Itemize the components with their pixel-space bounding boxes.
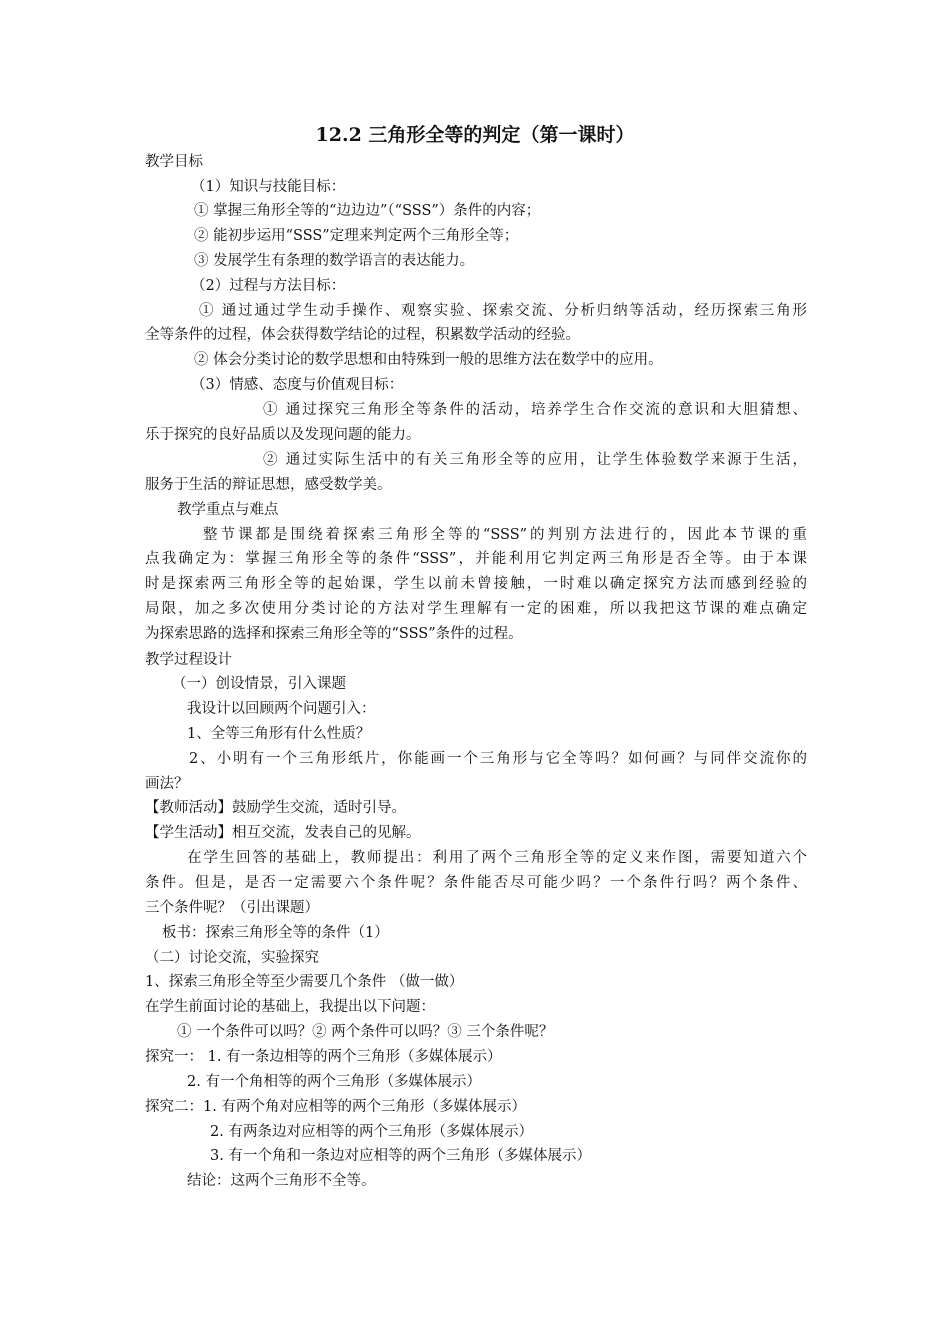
subsection-heading: （二）讨论交流，实验探究 — [145, 950, 319, 966]
text-line: 三个条件呢？（引出课题） — [145, 900, 319, 916]
text-line: 画法？ — [145, 776, 189, 792]
text-line: ③ 发展学生有条理的数学语言的表达能力。 — [194, 253, 475, 269]
text-line: 2. 有两条边对应相等的两个三角形（多媒体展示） — [210, 1124, 533, 1140]
section-heading: 教学过程设计 — [145, 652, 232, 668]
text-line: ① 一个条件可以吗？② 两个条件可以吗？③ 三个条件呢？ — [177, 1024, 554, 1040]
subsection-heading: （一）创设情景，引入课题 — [172, 676, 346, 692]
text-line: 探究一： 1. 有一条边相等的两个三角形（多媒体展示） — [145, 1049, 502, 1065]
text-line: 条件。但是，是否一定需要六个条件呢？条件能否尽可能少吗？一个条件行吗？两个条件、 — [145, 875, 807, 891]
text-line: ② 体会分类讨论的数学思想和由特殊到一般的思维方法在数学中的应用。 — [194, 352, 663, 368]
text-line: 我设计以回顾两个问题引入： — [187, 701, 376, 717]
text-line: ① 掌握三角形全等的“边边边”（“SSS”）条件的内容； — [194, 203, 541, 219]
text-line: 全等条件的过程，体会获得数学结论的过程，积累数学活动的经验。 — [145, 327, 580, 343]
text-line: 2. 有一个角相等的两个三角形（多媒体展示） — [187, 1074, 481, 1090]
subsection-heading: （3）情感、态度与价值观目标： — [191, 377, 404, 393]
text-line: 乐于探究的良好品质以及发现问题的能力。 — [145, 427, 421, 443]
text-line: 2、小明有一个三角形纸片，你能画一个三角形与它全等吗？如何画？与同伴交流你的 — [189, 751, 807, 767]
text-line: 为探索思路的选择和探索三角形全等的“SSS”条件的过程。 — [145, 626, 523, 642]
text-line: 3. 有一个角和一条边对应相等的两个三角形（多媒体展示） — [210, 1148, 591, 1164]
text-line: 结论：这两个三角形不全等。 — [187, 1173, 376, 1189]
text-line: ② 能初步运用“SSS”定理来判定两个三角形全等； — [194, 228, 519, 244]
text-line: 板书：探索三角形全等的条件（1） — [162, 925, 389, 941]
text-line: 整节课都是围绕着探索三角形全等的“SSS”的判别方法进行的，因此本节课的重 — [203, 527, 807, 543]
text-line: 在学生前面讨论的基础上，我提出以下问题： — [145, 999, 435, 1015]
text-line: 1、全等三角形有什么性质？ — [187, 726, 371, 742]
text-line: 【教师活动】鼓励学生交流，适时引导。 — [145, 800, 406, 816]
text-line: 探究二：1. 有两个角对应相等的两个三角形（多媒体展示） — [145, 1099, 526, 1115]
text-line: ② 通过实际生活中的有关三角形全等的应用，让学生体验数学来源于生活， — [263, 452, 807, 468]
text-line: 点我确定为：掌握三角形全等的条件“SSS”，并能利用它判定两三角形是否全等。由于本课 — [145, 551, 807, 567]
text-line: 【学生活动】相互交流，发表自己的见解。 — [145, 825, 421, 841]
section-heading: 教学目标 — [145, 154, 203, 170]
text-line: ① 通过探究三角形全等条件的活动，培养学生合作交流的意识和大胆猜想、 — [263, 402, 807, 418]
section-heading: 教学重点与难点 — [177, 502, 279, 518]
subsection-heading: （2）过程与方法目标： — [191, 278, 346, 294]
text-line: 时是探索两三角形全等的起始课，学生以前未曾接触，一时难以确定探究方法而感到经验的 — [145, 576, 807, 592]
text-line: 服务于生活的辩证思想，感受数学美。 — [145, 477, 392, 493]
text-line: 局限，加之多次使用分类讨论的方法对学生理解有一定的困难，所以我把这节课的难点确定 — [145, 601, 807, 617]
text-line: 在学生回答的基础上，教师提出：利用了两个三角形全等的定义来作图，需要知道六个 — [187, 850, 807, 866]
text-line: 1、探索三角形全等至少需要几个条件 （做一做） — [145, 974, 464, 990]
document-title: 12.2 三角形全等的判定（第一课时） — [315, 124, 635, 146]
subsection-heading: （1）知识与技能目标： — [191, 179, 346, 195]
text-line: ① 通过通过学生动手操作、观察实验、探索交流、分析归纳等活动，经历探索三角形 — [199, 303, 807, 319]
